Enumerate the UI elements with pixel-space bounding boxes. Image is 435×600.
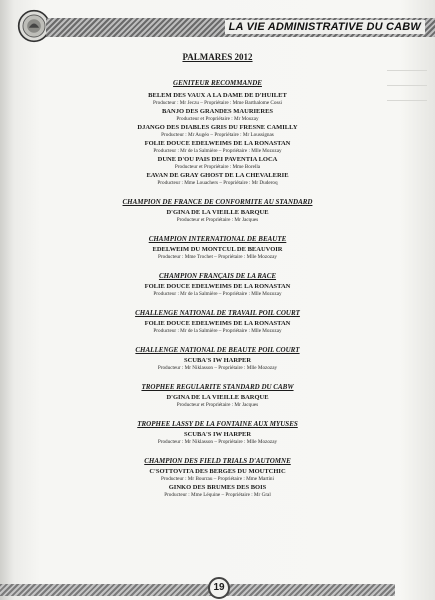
section-heading: CHALLENGE NATIONAL DE TRAVAIL POIL COURT bbox=[135, 309, 300, 317]
dog-name: GINKO DES BRUMES DES BOIS bbox=[168, 484, 267, 491]
breeder-owner-line: Producteur : Mr Niklasson – Propriétaire : Mlle Mozozay bbox=[157, 365, 278, 371]
award-section bbox=[60, 272, 375, 298]
breeder-owner-line: Producteur : Mr de la Salmière – Propriétaire : Mlle Mozozay bbox=[153, 328, 282, 334]
award-section bbox=[60, 457, 375, 499]
breeder-owner-line: Producteur : Mme Léquine – Propriétaire : Mr Gral bbox=[164, 492, 271, 498]
award-section bbox=[60, 420, 375, 446]
breeder-owner-line: Producteur et Propriétaire : Mr Jacques bbox=[176, 402, 259, 408]
section-heading: GENITEUR RECOMMANDE bbox=[173, 79, 262, 87]
page-title: PALMARES 2012 bbox=[182, 52, 253, 62]
dog-name: SCUBA'S IW HARPER bbox=[183, 431, 252, 438]
breeder-owner-line: Producteur : Mr Augéo – Propriétaire : Mr Loussignas bbox=[161, 132, 274, 138]
breeder-owner-line: Producteur : Mr Jeczu – Propriétaire : Mme Barthalome Cossi bbox=[153, 100, 282, 106]
dog-name: EDELWEIM DU MONTCUL DE BEAUVOIR bbox=[152, 246, 283, 253]
award-section bbox=[60, 235, 375, 261]
section-heading: CHAMPION DES FIELD TRIALS D'AUTOMNE bbox=[144, 457, 291, 465]
breeder-owner-line: Producteur : Mr de la Salmière – Propriétaire : Mlle Mozozay bbox=[153, 148, 282, 154]
award-section bbox=[60, 346, 375, 372]
sections-list bbox=[60, 79, 375, 499]
dog-name: C'SOTTOVITA DES BERGES DU MOUTCHIC bbox=[149, 468, 286, 475]
breeder-owner-line: Producteur : Mme Louachers – Propriétaire : Mr Duderoq bbox=[157, 180, 278, 186]
dog-name: EAVAN DE GRAY GHOST DE LA CHEVALERIE bbox=[146, 172, 289, 179]
breeder-owner-line: Producteur et Propriétaire : Mr Jacques bbox=[176, 217, 259, 223]
dog-name: DJANGO DES DIABLES GRIS DU FRESNE CAMILLY bbox=[137, 124, 298, 131]
header-title: LA VIE ADMINISTRATIVE DU CABW bbox=[225, 20, 425, 34]
dog-name: DUNE D'OU PAIS DEI PAVENTIA LOCA bbox=[157, 156, 278, 163]
breeder-owner-line: Producteur : Mr Niklasson – Propriétaire : Mlle Mozozay bbox=[157, 439, 278, 445]
breeder-owner-line: Producteur et Propriétaire : Mme Borella bbox=[174, 164, 261, 170]
faint-bleed-through bbox=[387, 70, 427, 115]
breeder-owner-line: Producteur et Propriétaire : Mr Mouzay bbox=[176, 116, 259, 122]
footer-band bbox=[0, 584, 395, 596]
section-heading: CHAMPION INTERNATIONAL DE BEAUTE bbox=[148, 235, 287, 243]
award-section bbox=[60, 383, 375, 409]
dog-name: BANJO DES GRANDES MAURIERES bbox=[161, 108, 274, 115]
section-heading: CHAMPION DE FRANCE DE CONFORMITE AU STANDARD bbox=[122, 198, 313, 206]
dog-name: FOLIE DOUCE EDELWEIMS DE LA RONASTAN bbox=[144, 283, 291, 290]
section-heading: TROPHEE REGULARITE STANDARD DU CABW bbox=[141, 383, 294, 391]
breeder-owner-line: Producteur : Mr Bourrau – Propriétaire : Mme Martini bbox=[161, 476, 274, 482]
dog-name: FOLIE DOUCE EDELWEIMS DE LA RONASTAN bbox=[144, 320, 291, 327]
award-section bbox=[60, 198, 375, 224]
page-number: 19 bbox=[208, 577, 230, 599]
award-section bbox=[60, 309, 375, 335]
dog-name: BELEM DES VAUX A LA DAME DE D'HUILET bbox=[148, 92, 287, 99]
dog-name: D'GINA DE LA VIEILLE BARQUE bbox=[166, 394, 269, 401]
dog-name: FOLIE DOUCE EDELWEIMS DE LA RONASTAN bbox=[144, 140, 291, 147]
section-heading: CHALLENGE NATIONAL DE BEAUTE POIL COURT bbox=[135, 346, 300, 354]
section-heading: TROPHEE LASSY DE LA FONTAINE AUX MYUSES bbox=[137, 420, 298, 428]
breeder-owner-line: Producteur : Mme Trochet – Propriétaire : Mlle Mozozay bbox=[157, 254, 277, 260]
header-band bbox=[46, 18, 435, 37]
section-heading: CHAMPION FRANÇAIS DE LA RACE bbox=[158, 272, 277, 280]
breeder-owner-line: Producteur : Mr de la Salmière – Propriétaire : Mlle Mozozay bbox=[153, 291, 282, 297]
palmares-content bbox=[60, 52, 375, 510]
dog-name: SCUBA'S IW HARPER bbox=[183, 357, 252, 364]
award-section bbox=[60, 79, 375, 187]
dog-name: D'GINA DE LA VIEILLE BARQUE bbox=[166, 209, 269, 216]
